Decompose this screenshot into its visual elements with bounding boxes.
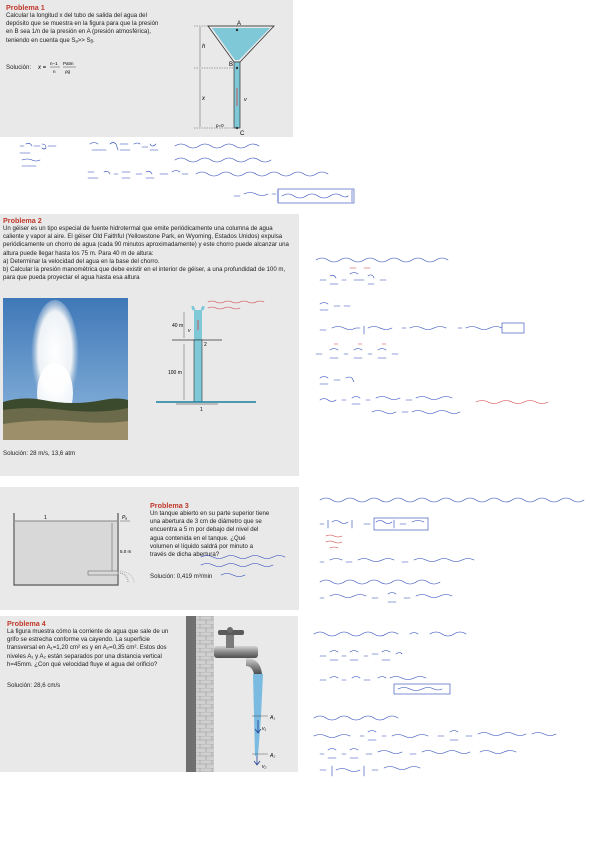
svg-text:Patm: Patm — [63, 61, 74, 66]
problem1-label-v: v — [244, 97, 247, 103]
problem3-figure — [8, 509, 138, 601]
problem3-handwritten-notes — [197, 551, 297, 583]
problem3-solution: Solución: 0,419 m³/min — [150, 573, 213, 580]
problem1-title: Problema 1 — [6, 3, 45, 12]
problem4-label-v2: v₂ — [262, 764, 267, 770]
problem2-item-b: b) Calcular la presión manométrica que debe existir en el interior de géiser, a una profundidad de 100 m, para que pueda proyectar el agua hasta esa altura — [3, 266, 286, 282]
problem1-label-a: A — [237, 21, 242, 27]
problem3-label-pa: Pₐ — [122, 515, 128, 521]
problem4-text: La figura muestra cómo la corriente de agua que sale de un grifo se estrecha conforme va cayendo. La superficie transversal en A₁=1,20 cm² es y en A₂=0,35 cm². Estos dos niveles A₁ y A₂ están separados por una distancia vertical h=45mm. ¿Con qué velocidad fluye el agua del orificio? — [7, 628, 169, 668]
problem4-solution: Solución: 28,6 cm/s — [7, 682, 61, 689]
problem1-label-c: C — [240, 131, 245, 136]
problem1-text: Calcular la longitud x del tubo de salida del agua del depósito que se muestra en la figura para que la presión en B sea 1/n de la presión en A (presión atmosférica), teniendo en cuenta que Sₐ>> Sᵦ. — [6, 12, 159, 44]
problem2-text-body: Un géiser es un tipo especial de fuente hidrotermal que emite periódicamente una columna de agua caliente y vapor al aire. El géiser Old Faithful (Yellowstone Park, en Wyoming, Estados Unidos) expulsa periódicamente un chorro de agua (cada 90 minutos aproximadamente) y este chorro puede alcanzar una altura puede llegar hasta los 75 m. Para 40 m de altura: — [3, 225, 289, 257]
problem4-handwritten-notes — [310, 626, 600, 776]
problem2-solution: Solución: 28 m/s, 13,6 atm — [3, 450, 76, 457]
svg-text:n−1: n−1 — [50, 61, 58, 66]
problem1-figure — [188, 18, 284, 136]
problem4-title: Problema 4 — [7, 619, 46, 628]
problem1-label-h: h — [202, 44, 206, 50]
problem1-handwritten-notes — [0, 138, 400, 213]
problem4-label-a2: A₂ — [270, 753, 276, 759]
problem2-title: Problema 2 — [3, 216, 42, 225]
problem4-figure — [182, 616, 298, 772]
problem3-handwritten-notes-right — [316, 494, 596, 604]
problem4-panel — [0, 616, 298, 772]
problem2-label-p1: 1 — [200, 407, 203, 413]
problem3-panel — [0, 487, 299, 610]
problem1-label-p0: p=0 — [216, 123, 224, 128]
problem1-label-x: x — [202, 96, 205, 102]
problem3-label-1: 1 — [44, 515, 47, 521]
problem2-label-p2: 2 — [204, 342, 207, 348]
problem4-label-v1: v₁ — [262, 726, 267, 732]
problem2-handwritten-notes-2 — [316, 372, 596, 420]
problem1-solution-label: Solución: — [6, 64, 32, 71]
problem1-panel — [0, 0, 293, 137]
problem3-label-h: 5.0 m — [120, 549, 132, 554]
geyser-photo — [3, 298, 128, 440]
problem2-item-a: a) Determinar la velocidad del agua en la base del chorro. — [3, 257, 160, 265]
svg-text:n: n — [53, 69, 56, 74]
problem2-label-100m: 100 m — [168, 370, 182, 376]
problem1-solution-formula — [38, 58, 88, 76]
problem2-label-v: v — [188, 328, 191, 334]
svg-text:ρg: ρg — [65, 69, 71, 74]
problem4-label-a1: A₁ — [270, 715, 275, 721]
svg-text:x =: x = — [38, 65, 47, 71]
problem1-label-b: B — [229, 62, 234, 68]
problem3-text: Un tanque abierto en su parte superior tiene una abertura de 3 cm de diámetro que se encuentra a 5 m por debajo del nivel del agua contenida en el tanque. ¿Qué volumen el líquido saldrá por minuto a través de dicha abertura? — [150, 510, 270, 559]
problem3-title: Problema 3 — [150, 501, 189, 510]
problem2-label-40m: 40 m — [172, 323, 184, 329]
